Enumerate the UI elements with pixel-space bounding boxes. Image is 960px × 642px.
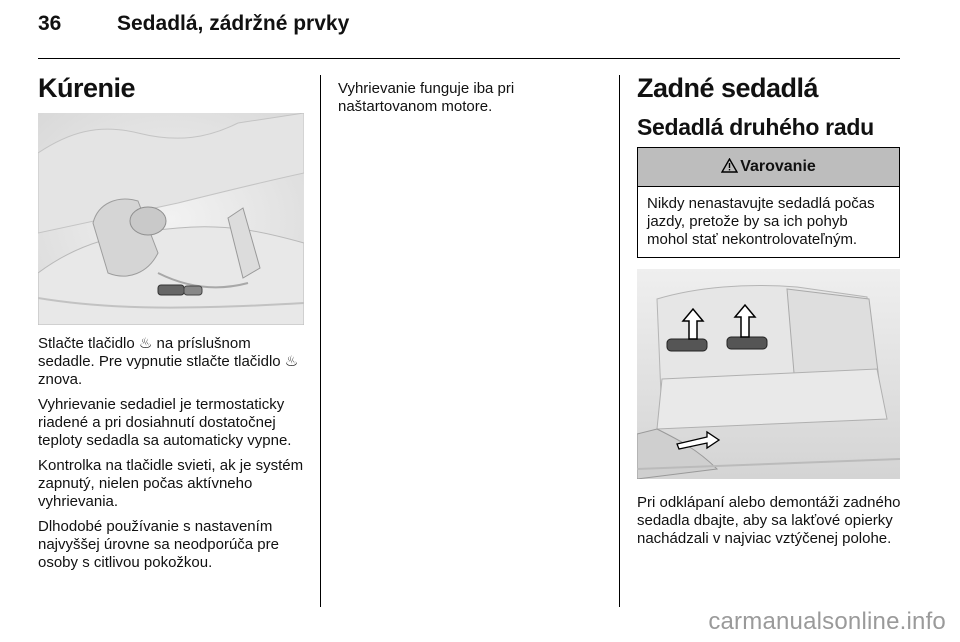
header-rule [38,58,900,59]
paragraph: Stlačte tlačidlo ♨ na príslušnom sedadle. Pre vypnutie stlačte tlačidlo ♨ znova. [38,335,299,388]
paragraph: Vyhrievanie sedadiel je termostaticky riadené a pri dosiahnutí dostatočnej teploty sedadla sa automaticky vypne. [38,396,292,449]
left-column-text [38,335,310,579]
section-heading: Zadné sedadlá [637,73,819,103]
paragraph: Kontrolka na tlačidle svieti, ak je systém zapnutý, nielen počas aktívneho vyhrievania. [38,457,304,510]
warning-title: Varovanie [740,158,816,175]
column-divider [619,75,620,607]
page-number: 36 [38,12,62,35]
warning-triangle-icon [721,157,738,178]
paragraph: Dlhodobé používanie s nastavením najvyššej úrovne sa neodporúča pre osoby s citlivou pokožkou. [38,518,279,571]
warning-header [638,148,899,187]
warning-text: Nikdy nenastavujte sedadlá počas jazdy, pretože by sa ich pohyb mohol stať nekontrolovateľným. [647,195,875,248]
seat-heating-illustration [38,113,304,325]
paragraph: Vyhrievanie funguje iba pri naštartovanom motore. [338,80,515,115]
paragraph: Pri odklápaní alebo demontáži zadného sedadla dbajte, aby sa lakťové opierky nachádzali v najviac vztýčenej polohe. [637,494,901,547]
right-column-text [637,494,905,555]
middle-column-text [338,80,608,123]
section-heading: Kúrenie [38,73,136,103]
rear-seat-illustration [637,269,900,479]
running-head: Sedadlá, zádržné prvky [117,12,350,35]
subsection-heading: Sedadlá druhého radu [637,114,874,140]
column-divider [320,75,321,607]
warning-box [637,147,900,258]
watermark: carmanualsonline.info [708,608,946,635]
